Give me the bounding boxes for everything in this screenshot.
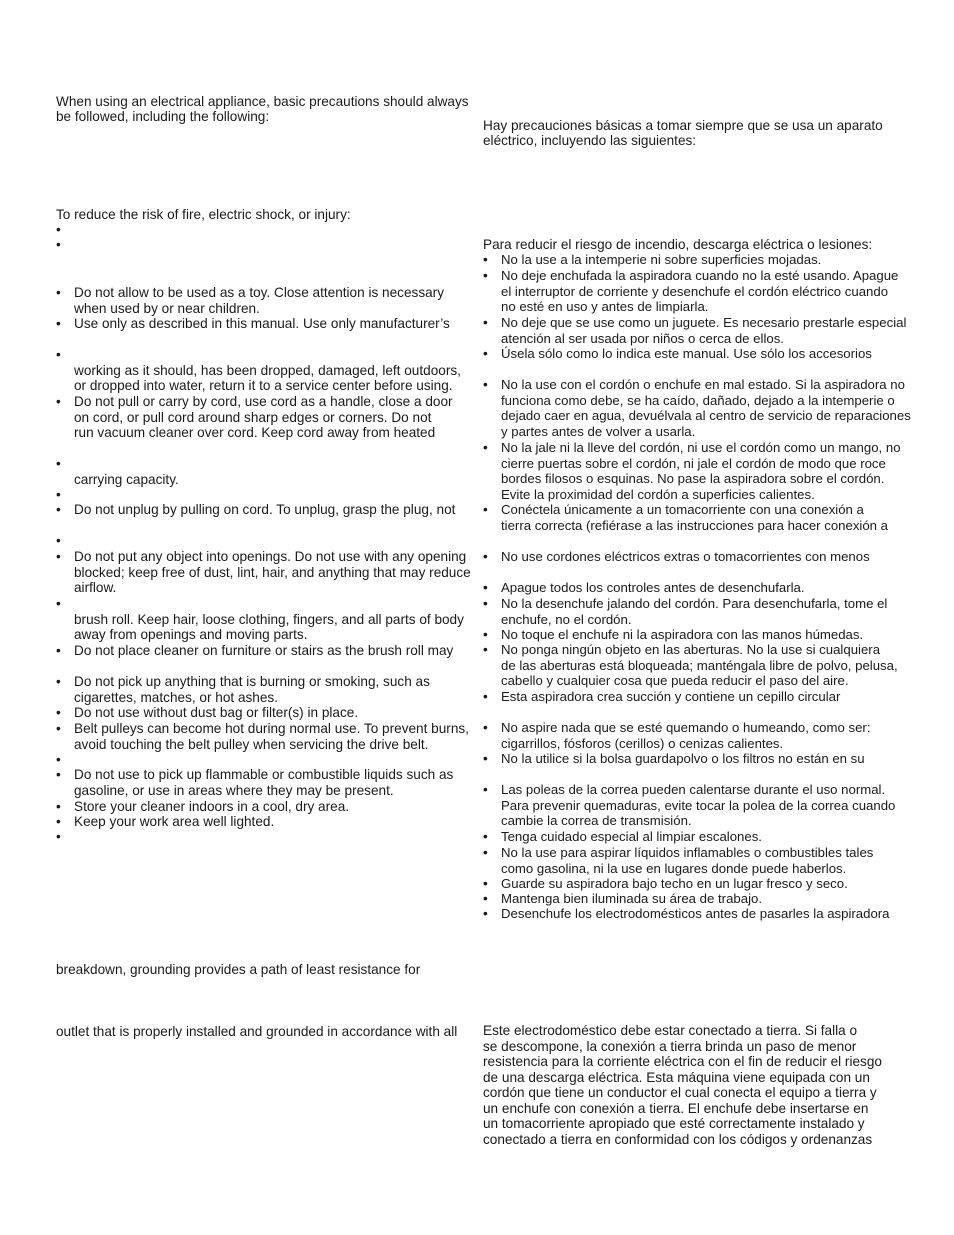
- left-bullet-line: [74, 237, 78, 253]
- left-bullet-line: cigarettes, matches, or hot ashes.: [74, 689, 279, 705]
- left-bullet-line: brush roll. Keep hair, loose clothing, fingers, and all parts of body: [74, 611, 464, 627]
- right-bullet-line: cambie la correa de transmisión.: [501, 813, 692, 828]
- bullet-icon: •: [483, 829, 488, 844]
- bullet-icon: •: [483, 627, 488, 642]
- right-bullet-line: cierre puertas sobre el cordón, ni jale el cordón de modo que roce: [501, 455, 886, 471]
- right-bullet-text: [501, 829, 762, 845]
- bullet-icon: •: [56, 767, 61, 782]
- left-bullet-text: [74, 674, 430, 705]
- right-grounding-line: un tomacorriente apropiado que esté correctamente instalado y: [483, 1116, 865, 1131]
- bullet-icon: •: [56, 829, 61, 844]
- left-bullet-line: on cord, or pull cord around sharp edges or corners. Do not: [74, 409, 432, 425]
- right-bullet-line: No toque el enchufe ni la aspiradora con las manos húmedas.: [501, 627, 864, 642]
- right-bullet-line: atención al ser usada por niños o cerca de ellos.: [501, 330, 784, 346]
- left-bullet-text: [74, 222, 78, 238]
- left-bullet-line: avoid touching the belt pulley when servicing the drive belt.: [74, 736, 429, 752]
- right-bullet-line: Conéctela únicamente a un tomacorriente con una conexión a: [501, 502, 864, 517]
- bullet-icon: •: [56, 752, 61, 767]
- left-bullet-line: or dropped into water, return it to a service center before using.: [74, 378, 453, 393]
- left-bullet-text: [74, 487, 78, 503]
- bullet-icon: •: [483, 549, 488, 564]
- bullet-icon: •: [483, 906, 488, 921]
- left-risk-heading: To reduce the risk of fire, electric shock, or injury:: [56, 207, 351, 222]
- right-bullet-text: [501, 346, 872, 362]
- right-bullet-line: No ponga ningún objeto en las aberturas. No la use si cualquiera: [501, 642, 881, 657]
- left-bullet-line: Do not place cleaner on furniture or stairs as the brush roll may: [74, 643, 454, 658]
- left-bullet-text: [74, 643, 453, 659]
- right-grounding-line: de una descarga eléctrica. Esta máquina viene equipada con un: [483, 1069, 870, 1085]
- right-intro-line-2: eléctrico, incluyendo las siguientes:: [483, 133, 697, 148]
- right-bullet-text: [501, 252, 821, 268]
- right-bullet-line: Guarde su aspiradora bajo techo en un lugar fresco y seco.: [501, 876, 848, 891]
- bullet-icon: •: [56, 347, 61, 362]
- right-grounding-line: cordón que tiene un conductor el cual conecta el equipo a tierra y: [483, 1085, 877, 1100]
- left-bullet-line: [74, 752, 78, 768]
- left-bullet-line: [74, 829, 78, 845]
- left-intro-line-1: When using an electrical appliance, basic precautions should always: [56, 94, 469, 109]
- right-bullet-line: tierra correcta (refiérase a las instrucciones para hacer conexión a: [501, 517, 889, 533]
- bullet-icon: •: [56, 721, 61, 736]
- right-bullet-line: enchufe, no el cordón.: [501, 611, 632, 627]
- right-bullet-text: [501, 627, 863, 643]
- left-bullet-line: working as it should, has been dropped, damaged, left outdoors,: [74, 362, 461, 378]
- left-bullet-text: [74, 829, 78, 845]
- bullet-icon: •: [483, 268, 488, 283]
- right-grounding-line: se descompone, la conexión a tierra brinda un paso de menor: [483, 1038, 857, 1054]
- right-bullet-text: [501, 782, 895, 829]
- left-bullet-text: [74, 502, 455, 518]
- bullet-icon: •: [483, 642, 488, 657]
- bullet-icon: •: [56, 643, 61, 658]
- right-bullet-line: No aspire nada que se esté quemando o humeando, como ser:: [501, 720, 871, 735]
- left-intro-line-2: be followed, including the following:: [56, 109, 270, 124]
- left-bullet-line: Store your cleaner indoors in a cool, dry area.: [74, 799, 350, 814]
- right-bullet-line: funciona como debe, se ha caído, dañado, dejado a la intemperie o: [501, 392, 895, 408]
- left-bullet-line: when used by or near children.: [74, 300, 260, 316]
- left-bullet-text: [74, 705, 358, 721]
- bullet-icon: •: [483, 782, 488, 797]
- right-grounding-line: conectado a tierra en conformidad con los códigos y ordenanzas: [483, 1131, 873, 1147]
- left-bullet-line: blocked; keep free of dust, lint, hair, and anything that may reduce: [74, 564, 471, 580]
- bullet-icon: •: [56, 705, 61, 720]
- right-bullet-line: el interruptor de corriente y desenchufe el cordón eléctrico cuando: [501, 283, 889, 299]
- bullet-icon: •: [483, 596, 488, 611]
- left-bullet-line: [74, 347, 461, 363]
- bullet-icon: •: [56, 285, 61, 300]
- left-bullet-text: [74, 285, 444, 316]
- left-bullet-text: [74, 237, 78, 253]
- bullet-icon: •: [483, 720, 488, 735]
- left-bullet-line: carrying capacity.: [74, 471, 179, 487]
- bullet-icon: •: [483, 377, 488, 392]
- bullet-icon: •: [56, 549, 61, 564]
- left-bullet-text: [74, 799, 349, 815]
- right-bullet-text: [501, 596, 887, 627]
- left-bullet-line: [74, 487, 78, 503]
- right-bullet-text: [501, 549, 870, 565]
- bullet-icon: •: [483, 315, 488, 330]
- left-bullet-line: Keep your work area well lighted.: [74, 814, 275, 829]
- bullet-icon: •: [483, 502, 488, 517]
- right-grounding-line: Este electrodoméstico debe estar conectado a tierra. Si falla o: [483, 1023, 858, 1038]
- bullet-icon: •: [483, 346, 488, 361]
- right-bullet-line: Tenga cuidado especial al limpiar escalones.: [501, 829, 762, 844]
- right-bullet-line: dejado caer en agua, devuélvala al centro de servicio de reparaciones: [501, 408, 911, 423]
- right-bullet-text: [501, 751, 865, 767]
- right-bullet-line: No la utilice si la bolsa guardapolvo o los filtros no están en su: [501, 751, 865, 766]
- bullet-icon: •: [56, 237, 61, 252]
- right-bullet-line: bordes filosos o esquinas. No pase la aspiradora sobre el cordón.: [501, 471, 885, 486]
- right-bullet-text: [501, 720, 871, 751]
- left-bullet-line: Do not unplug by pulling on cord. To unplug, grasp the plug, not: [74, 502, 456, 517]
- left-bullet-line: Do not allow to be used as a toy. Close attention is necessary: [74, 285, 445, 300]
- left-bullet-line: airflow.: [74, 580, 117, 595]
- bullet-icon: •: [483, 845, 488, 860]
- right-intro-line-1: Hay precauciones básicas a tomar siempre que se usa un aparato: [483, 118, 883, 133]
- bullet-icon: •: [56, 596, 61, 611]
- bullet-icon: •: [56, 487, 61, 502]
- right-bullet-line: Para prevenir quemaduras, evite tocar la polea de la correa cuando: [501, 797, 896, 813]
- bullet-icon: •: [56, 502, 61, 517]
- right-bullet-text: [501, 377, 911, 439]
- right-bullet-line: No use cordones eléctricos extras o tomacorrientes con menos: [501, 549, 870, 564]
- left-bullet-line: gasoline, or use in areas where they may be present.: [74, 782, 394, 798]
- left-bullet-line: away from openings and moving parts.: [74, 627, 308, 642]
- right-bullet-line: de las aberturas está bloqueada; manténgala libre de polvo, pelusa,: [501, 657, 898, 673]
- bullet-icon: •: [56, 533, 61, 548]
- bullet-icon: •: [56, 799, 61, 814]
- bullet-icon: •: [483, 440, 488, 455]
- left-bullet-text: [74, 596, 464, 643]
- left-bullet-text: [74, 767, 453, 798]
- right-bullet-line: cabello y cualquier cosa que pueda reducir el paso del aire.: [501, 673, 849, 688]
- left-bullet-text: [74, 533, 78, 549]
- right-grounding-line: un enchufe con conexión a tierra. El enchufe debe insertarse en: [483, 1100, 869, 1116]
- left-bullet-line: Do not put any object into openings. Do not use with any opening: [74, 549, 467, 564]
- left-bullet-line: [74, 456, 179, 472]
- left-bullet-line: Use only as described in this manual. Use only manufacturer’s: [74, 316, 450, 331]
- bullet-icon: •: [483, 876, 488, 891]
- right-bullet-line: y partes antes de volver a usarla.: [501, 423, 696, 439]
- bullet-icon: •: [483, 891, 488, 906]
- left-bullet-line: Do not pick up anything that is burning or smoking, such as: [74, 674, 430, 689]
- left-bullet-line: run vacuum cleaner over cord. Keep cord away from heated: [74, 425, 436, 440]
- right-bullet-text: [501, 642, 898, 689]
- right-bullet-line: Esta aspiradora crea succión y contiene un cepillo circular: [501, 689, 841, 704]
- left-bullet-line: [74, 222, 78, 238]
- right-bullet-line: Evite la proximidad del cordón a superficies calientes.: [501, 486, 815, 502]
- right-bullet-line: No la jale ni la lleve del cordón, ni use el cordón como un mango, no: [501, 440, 901, 455]
- left-grounding-line-1: breakdown, grounding provides a path of least resistance for: [56, 962, 421, 977]
- left-bullet-text: [74, 456, 179, 487]
- right-bullet-text: [501, 689, 840, 705]
- right-bullet-line: como gasolina, ni la use en lugares donde puede haberlos.: [501, 860, 847, 876]
- bullet-icon: •: [483, 252, 488, 267]
- left-bullet-text: [74, 549, 471, 596]
- bullet-icon: •: [56, 394, 61, 409]
- right-grounding-line: resistencia para la corriente eléctrica con el fin de reducir el riesgo: [483, 1054, 882, 1069]
- right-bullet-text: [501, 268, 898, 315]
- left-bullet-text: [74, 347, 461, 394]
- left-bullet-text: [74, 814, 274, 830]
- bullet-icon: •: [56, 814, 61, 829]
- right-bullet-line: Úsela sólo como lo indica este manual. Use sólo los accesorios: [501, 346, 872, 361]
- left-bullet-text: [74, 316, 450, 332]
- right-bullet-line: No la use para aspirar líquidos inflamables o combustibles tales: [501, 845, 874, 860]
- right-bullet-line: No deje que se use como un juguete. Es necesario prestarle especial: [501, 315, 907, 330]
- right-bullet-line: No deje enchufada la aspiradora cuando no la esté usando. Apague: [501, 268, 899, 283]
- right-bullet-line: Las poleas de la correa pueden calentarse durante el uso normal.: [501, 782, 886, 797]
- right-bullet-text: [501, 906, 890, 922]
- left-bullet-line: Do not use to pick up flammable or combustible liquids such as: [74, 767, 454, 782]
- left-bullet-line: [74, 596, 464, 612]
- bullet-icon: •: [483, 689, 488, 704]
- right-bullet-text: [501, 845, 873, 876]
- right-bullet-text: [501, 580, 805, 596]
- right-bullet-text: [501, 315, 906, 346]
- bullet-icon: •: [483, 580, 488, 595]
- left-bullet-text: [74, 394, 453, 441]
- right-bullet-text: [501, 502, 888, 533]
- left-bullet-line: Belt pulleys can become hot during normal use. To prevent burns,: [74, 721, 469, 736]
- left-bullet-line: Do not use without dust bag or filter(s) in place.: [74, 705, 359, 720]
- right-bullet-line: cigarrillos, fósforos (cerillos) o cenizas calientes.: [501, 735, 784, 751]
- right-bullet-line: Desenchufe los electrodomésticos antes de pasarles la aspiradora: [501, 906, 890, 921]
- bullet-icon: •: [483, 751, 488, 766]
- left-bullet-text: [74, 752, 78, 768]
- right-bullet-line: Apague todos los controles antes de desenchufarla.: [501, 580, 805, 595]
- left-bullet-line: Do not pull or carry by cord, use cord as a handle, close a door: [74, 394, 453, 409]
- bullet-icon: •: [56, 222, 61, 237]
- left-grounding-line-2: outlet that is properly installed and grounded in accordance with all: [56, 1024, 458, 1039]
- bullet-icon: •: [56, 674, 61, 689]
- right-bullet-text: [501, 440, 901, 502]
- right-bullet-line: No la use con el cordón o enchufe en mal estado. Si la aspiradora no: [501, 377, 905, 392]
- right-bullet-line: No la desenchufe jalando del cordón. Para desenchufarla, tome el: [501, 596, 888, 611]
- right-risk-heading: Para reducir el riesgo de incendio, descarga eléctrica o lesiones:: [483, 237, 873, 252]
- bullet-icon: •: [56, 316, 61, 331]
- right-bullet-line: no esté en uso y antes de limpiarla.: [501, 299, 709, 314]
- right-bullet-line: No la use a la intemperie ni sobre superficies mojadas.: [501, 252, 822, 267]
- bullet-icon: •: [56, 456, 61, 471]
- right-bullet-text: [501, 891, 762, 907]
- right-bullet-line: Mantenga bien iluminada su área de trabajo.: [501, 891, 762, 906]
- left-bullet-line: [74, 533, 78, 549]
- left-bullet-text: [74, 721, 469, 752]
- right-bullet-text: [501, 876, 848, 892]
